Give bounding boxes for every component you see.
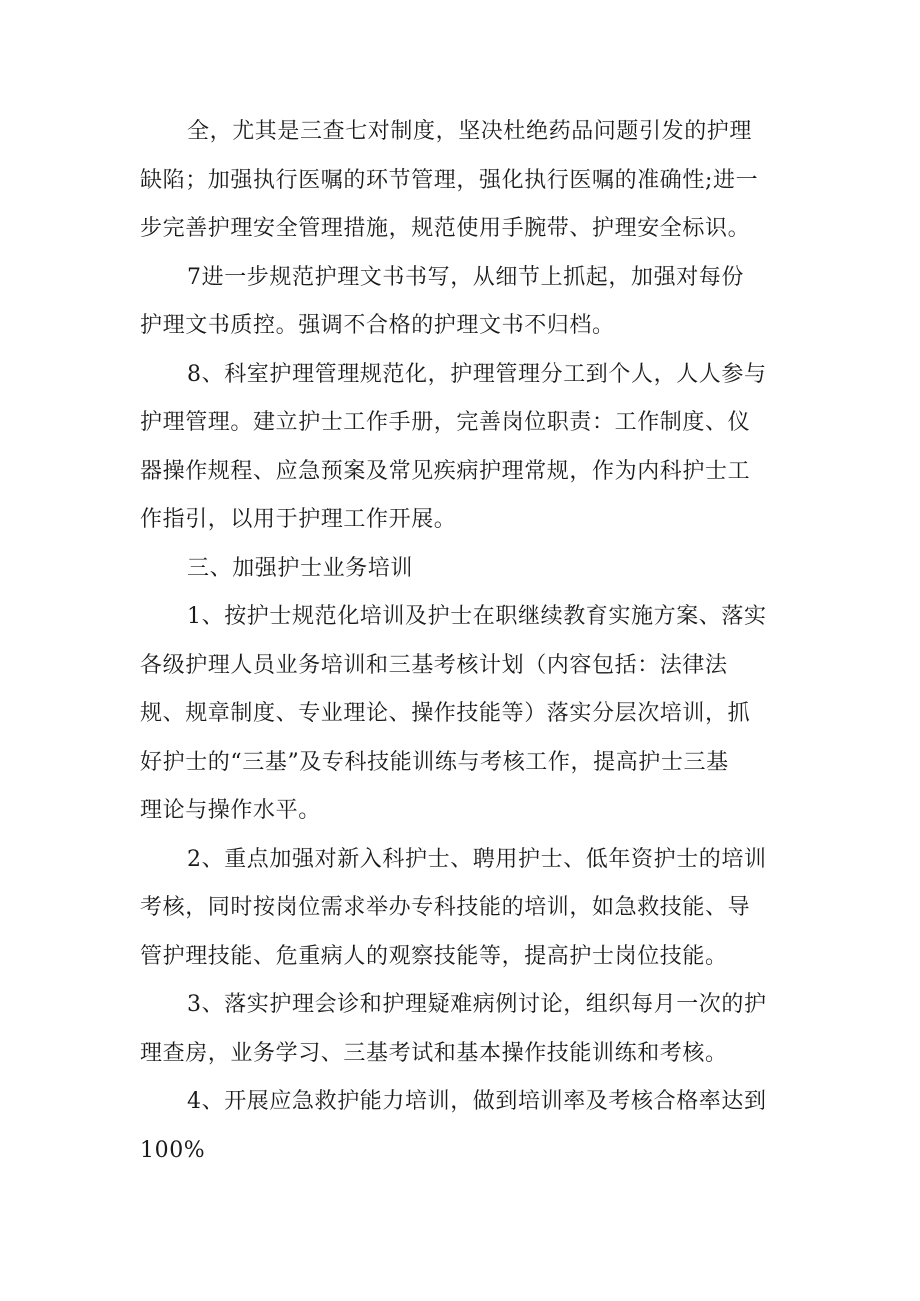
paragraph-line: 2、重点加强对新入科护士、聘用护士、低年资护士的培训 bbox=[187, 846, 767, 872]
paragraph-line: 全，尤其是三查七对制度，坚决杜绝药品问题引发的护理 bbox=[187, 119, 753, 144]
paragraph-line: 好护士的“三基”及专科技能训练与考核工作，提高护士三基 bbox=[140, 749, 729, 775]
section-heading: 三、加强护士业务培训 bbox=[187, 555, 414, 581]
paragraph-line: 护理管理。建立护士工作手册，完善岗位职责：工作制度、仪 bbox=[140, 410, 751, 435]
paragraph-line: 100% bbox=[140, 1137, 206, 1163]
document-body bbox=[140, 108, 790, 1175]
paragraph-line: 3、落实护理会诊和护理疑难病例讨论，组织每月一次的护 bbox=[187, 992, 767, 1017]
paragraph-line: 器操作规程、应急预案及常见疾病护理常规，作为内科护士工 bbox=[140, 458, 751, 484]
paragraph-line: 8、科室护理管理规范化，护理管理分工到个人，人人参与 bbox=[187, 361, 767, 387]
paragraph-line: 7进一步规范护理文书书写，从细节上抓起，加强对每份 bbox=[187, 264, 744, 290]
paragraph-line: 护理文书质控。强调不合格的护理文书不归档。 bbox=[140, 313, 615, 338]
paragraph-line: 规、规章制度、专业理论、操作技能等）落实分层次培训，抓 bbox=[140, 701, 751, 726]
paragraph-line: 1、按护士规范化培训及护士在职继续教育实施方案、落实 bbox=[187, 604, 767, 629]
paragraph-line: 4、开展应急救护能力培训，做到培训率及考核合格率达到 bbox=[187, 1089, 767, 1114]
paragraph-line: 缺陷；加强执行医嘱的环节管理，强化执行医嘱的准确性;进一 bbox=[140, 167, 759, 193]
paragraph-line: 各级护理人员业务培训和三基考核计划（内容包括：法律法 bbox=[140, 652, 728, 678]
paragraph-line: 理查房，业务学习、三基考试和基本操作技能训练和考核。 bbox=[140, 1040, 728, 1066]
paragraph-line: 理论与操作水平。 bbox=[140, 798, 321, 823]
paragraph-line: 作指引，以用于护理工作开展。 bbox=[140, 507, 457, 532]
paragraph-line: 管护理技能、危重病人的观察技能等，提高护士岗位技能。 bbox=[140, 943, 728, 969]
paragraph-line: 步完善护理安全管理措施，规范使用手腕带、护理安全标识。 bbox=[140, 216, 751, 241]
paragraph-line: 考核，同时按岗位需求举办专科技能的培训，如急救技能、导 bbox=[140, 895, 751, 920]
